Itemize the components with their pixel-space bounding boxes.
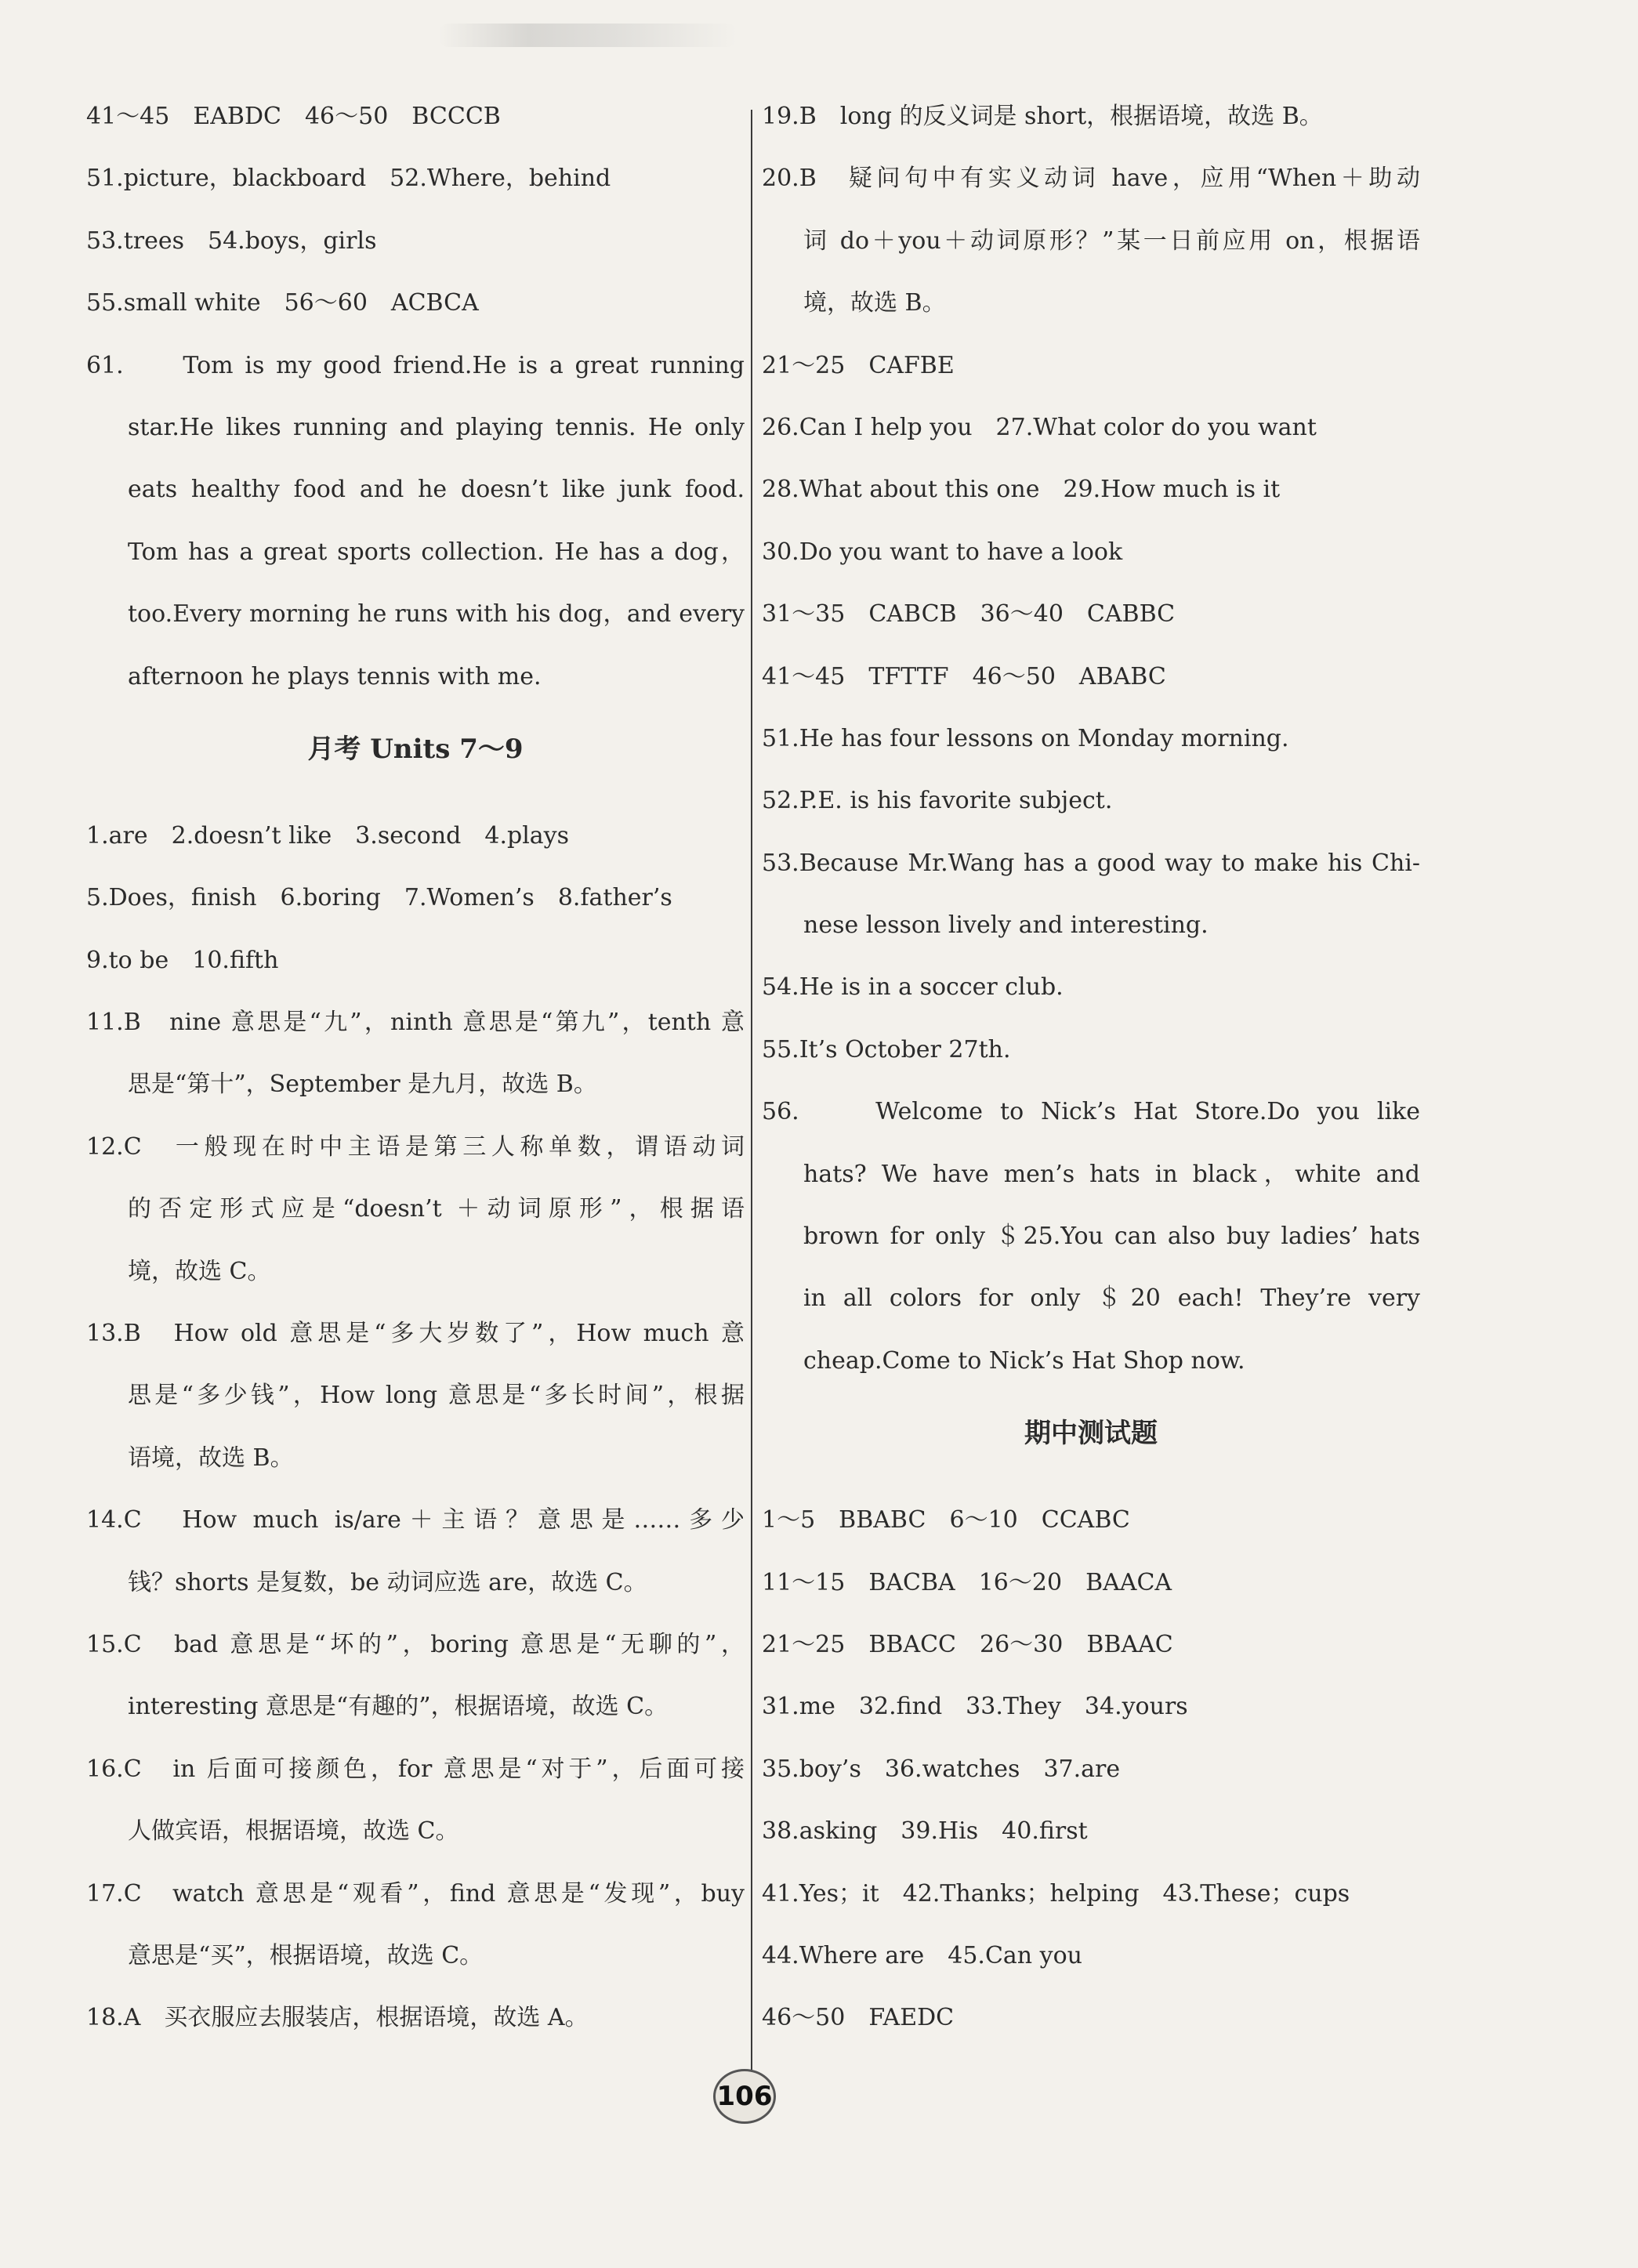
answer-line: 的否定形式应是“doesn’t ＋动词原形”，根据语 <box>128 1195 745 1223</box>
answer-line: 境，故选 C。 <box>128 1257 271 1285</box>
answer-line: 26.Can I help you 27.What color do you want <box>762 413 1317 441</box>
answer-line: 52.P.E. is his favorite subject. <box>762 787 1113 815</box>
answer-line: 12.C 一般现在时中主语是第三人称单数，谓语动词 <box>86 1132 745 1161</box>
answer-line: interesting 意思是“有趣的”，根据语境，故选 C。 <box>128 1693 669 1721</box>
answer-line: in all colors for only ＄20 each! They’re very <box>803 1284 1420 1313</box>
answer-line: 14.C How much is/are＋主语？意思是……多少 <box>86 1506 745 1534</box>
answer-line: nese lesson lively and interesting. <box>803 911 1209 940</box>
answer-line: 31～35 CABCB 36～40 CABBC <box>762 600 1176 629</box>
section-heading: 期中测试题 <box>1024 1418 1158 1450</box>
answer-line: 35.boy’s 36.watches 37.are <box>762 1755 1121 1783</box>
answer-line: 9.to be 10.fifth <box>86 946 279 974</box>
answer-line: brown for only ＄25.You can also buy ladies’ hats <box>803 1223 1420 1251</box>
answer-line: 61. Tom is my good friend.He is a great running <box>86 351 745 379</box>
answer-line: Tom has a great sports collection. He has a dog， <box>128 538 745 566</box>
answer-line: 54.He is in a soccer club. <box>762 973 1064 1002</box>
answer-line: 46～50 FAEDC <box>762 2004 955 2032</box>
answer-line: 56. Welcome to Nick’s Hat Store.Do you like <box>762 1098 1420 1126</box>
answer-line: cheap.Come to Nick’s Hat Shop now. <box>803 1346 1245 1375</box>
answer-line: 51.He has four lessons on Monday morning. <box>762 724 1289 752</box>
page-number-badge: 106 <box>713 2069 776 2124</box>
answer-line: 30.Do you want to have a look <box>762 538 1123 566</box>
answer-line: afternoon he plays tennis with me. <box>128 662 542 690</box>
answer-line: 41.Yes；it 42.Thanks；helping 43.These；cups <box>762 1879 1350 1908</box>
answer-line: 1～5 BBABC 6～10 CCABC <box>762 1506 1130 1534</box>
answer-line: 钱？shorts 是复数，be 动词应选 are，故选 C。 <box>128 1568 647 1596</box>
answer-line: 1.are 2.doesn’t like 3.second 4.plays <box>86 821 570 850</box>
answer-line: 人做宾语，根据语境，故选 C。 <box>128 1817 459 1846</box>
answer-line: hats? We have men’s hats in black，white and <box>803 1160 1420 1188</box>
answer-line: 思是“第十”，September 是九月，故选 B。 <box>128 1071 597 1099</box>
answer-line: 38.asking 39.His 40.first <box>762 1817 1088 1846</box>
answer-line: 13.B How old 意思是“多大岁数了”，How much 意 <box>86 1320 745 1348</box>
answer-line: 53.Because Mr.Wang has a good way to make his Chi- <box>762 849 1420 877</box>
answer-line: 词 do＋you＋动词原形？”某一日前应用 on，根据语 <box>803 226 1420 255</box>
answer-line: 境，故选 B。 <box>803 289 946 317</box>
answer-line: 思是“多少钱”，How long 意思是“多长时间”，根据 <box>128 1382 745 1410</box>
answer-line: 语境，故选 B。 <box>128 1444 294 1472</box>
answer-line: 41～45 TFTTF 46～50 ABABC <box>762 662 1166 690</box>
answer-line: 41～45 EABDC 46～50 BCCCB <box>86 103 501 130</box>
answer-line: 21～25 BBACC 26～30 BBAAC <box>762 1630 1173 1658</box>
left-column <box>86 102 745 2066</box>
answer-line: 55.small white 56～60 ACBCA <box>86 289 479 317</box>
answer-line: 意思是“买”，根据语境，故选 C。 <box>128 1941 484 1969</box>
section-heading: 月考 Units 7～9 <box>307 733 524 765</box>
answer-line: 5.Does，finish 6.boring 7.Women’s 8.father’s <box>86 884 672 912</box>
answer-line: 21～25 CAFBE <box>762 351 955 379</box>
answer-line: too.Every morning he runs with his dog，and every <box>128 600 745 629</box>
answer-line: 17.C watch 意思是“观看”，find 意思是“发现”，buy <box>86 1879 745 1908</box>
answer-line: 55.It’s October 27th. <box>762 1035 1011 1063</box>
right-column <box>762 102 1420 2066</box>
answer-line: 11～15 BACBA 16～20 BAACA <box>762 1568 1172 1596</box>
answer-line: 44.Where are 45.Can you <box>762 1941 1082 1969</box>
answer-line: 28.What about this one 29.How much is it <box>762 476 1281 504</box>
answer-line: 18.A 买衣服应去服装店，根据语境，故选 A。 <box>86 2004 589 2032</box>
answer-line: star.He likes running and playing tennis. He only <box>128 413 745 441</box>
answer-line: 51.picture，blackboard 52.Where，behind <box>86 165 611 193</box>
answer-line: 16.C in 后面可接颜色，for 意思是“对于”，后面可接 <box>86 1755 745 1783</box>
answer-line: 19.B long 的反义词是 short，根据语境，故选 B。 <box>762 103 1323 130</box>
answer-line: 53.trees 54.boys，girls <box>86 226 377 255</box>
scan-smudge <box>439 24 737 47</box>
answer-line: 15.C bad 意思是“坏的”，boring 意思是“无聊的”， <box>86 1630 745 1658</box>
answer-line: eats healthy food and he doesn’t like junk food. <box>128 476 745 504</box>
answer-line: 20.B 疑问句中有实义动词 have，应用“When＋助动 <box>762 165 1420 193</box>
answer-line: 11.B nine 意思是“九”，ninth 意思是“第九”，tenth 意 <box>86 1009 745 1037</box>
column-divider <box>751 110 752 2077</box>
answer-line: 31.me 32.find 33.They 34.yours <box>762 1693 1188 1721</box>
